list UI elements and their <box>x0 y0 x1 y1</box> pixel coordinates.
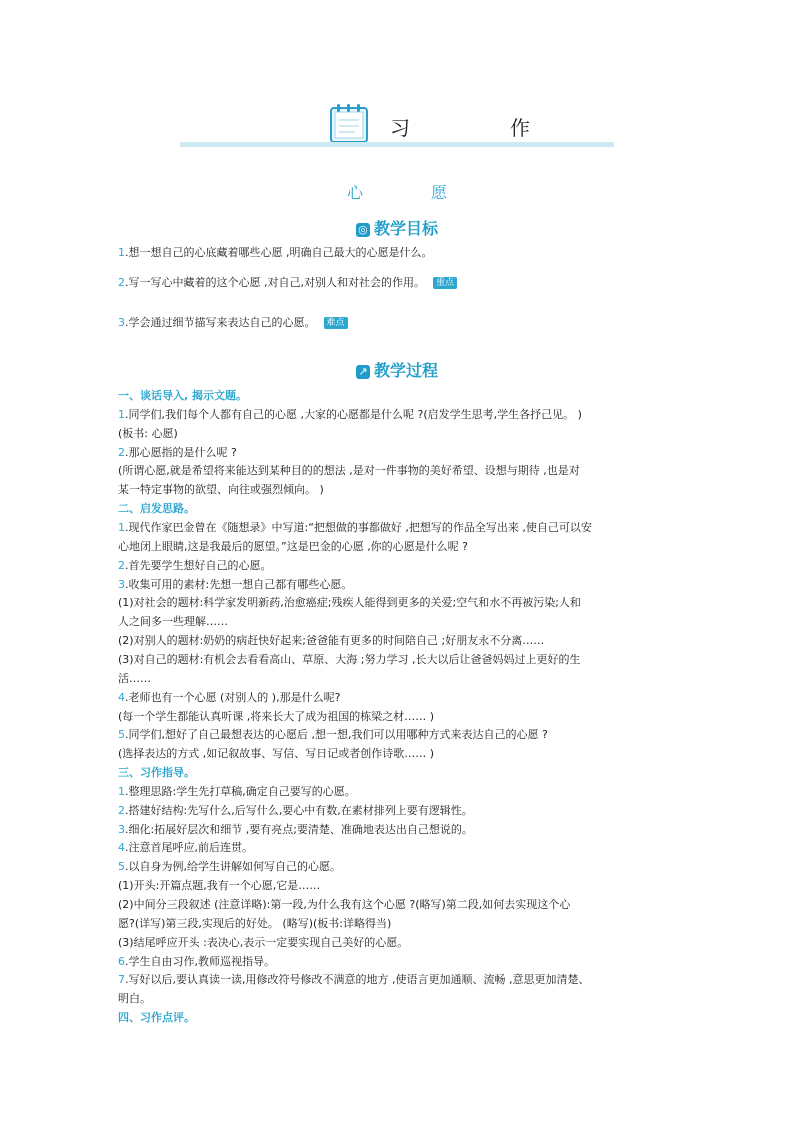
process-section-heading: 四、习作点评。 <box>118 1011 195 1025</box>
page-title: 习 作 <box>390 116 570 140</box>
notebook-icon <box>327 102 371 146</box>
process-numbered-item <box>118 691 340 705</box>
item-text: .以自身为例,给学生讲解如何写自己的心愿。 <box>125 860 341 874</box>
process-numbered-item <box>118 521 592 535</box>
process-heading-label: 教学过程 <box>373 361 438 380</box>
process-numbered-item <box>118 955 275 969</box>
process-numbered-item <box>118 785 356 799</box>
item-text: .现代作家巴金曾在《随想录》中写道:“把想做的事都做好 ,把想写的作品全写出来 ,使自己可以安 <box>125 521 592 534</box>
item-number: 1 <box>118 521 125 534</box>
item-number: 4 <box>118 841 125 855</box>
item-text: .注意首尾呼应,前后连贯。 <box>125 841 253 855</box>
process-text-line: (选择表达的方式 ,如记叙故事、写信、写日记或者创作诗歌…… ) <box>118 747 435 761</box>
goal-text: .想一想自己的心底藏着哪些心愿 ,明确自己最大的心愿是什么。 <box>125 246 433 259</box>
item-text: .整理思路:学生先打草稿,确定自己要写的心愿。 <box>125 784 356 798</box>
item-text: .写好以后,要认真读一读,用修改符号修改不满意的地方 ,使语言更加通顺、流畅 ,意思更加清楚、 <box>125 973 590 987</box>
process-section-heading: 二、启发思路。 <box>118 502 195 516</box>
item-text: .同学们,我们每个人都有自己的心愿 ,大家的心愿都是什么呢 ?(启发学生思考,学生各抒己见。 ) <box>125 407 582 421</box>
item-number: 1 <box>118 407 125 421</box>
goal-number: 2 <box>118 276 125 289</box>
item-text: .细化:拓展好层次和细节 ,要有亮点;要清楚、准确地表达出自己想说的。 <box>125 822 473 836</box>
goals-heading <box>0 216 794 239</box>
header-underline <box>180 142 614 147</box>
item-number: 5 <box>118 728 125 742</box>
item-number: 3 <box>118 822 125 836</box>
goal-text: .学会通过细节描写来表达自己的心愿。 <box>125 316 316 329</box>
process-text-line: 活…… <box>118 671 151 685</box>
item-text: .那心愿指的是什么呢 ? <box>125 445 237 459</box>
item-text: .老师也有一个心愿 (对别人的 ),那是什么呢? <box>125 690 341 704</box>
process-numbered-item <box>118 841 253 855</box>
goal-item <box>118 316 348 330</box>
target-icon: ◎ <box>356 223 370 237</box>
process-heading <box>0 358 794 381</box>
process-numbered-item <box>118 559 272 573</box>
process-section-heading: 一、谈话导入, 揭示文题。 <box>118 389 248 402</box>
item-number: 6 <box>118 954 125 968</box>
item-text: .首先要学生想好自己的心愿。 <box>125 558 272 572</box>
item-number: 7 <box>118 973 125 987</box>
lesson-title: 心 愿 <box>346 183 473 202</box>
process-text-line: 愿?(详写)第三段,实现后的好处。 (略写)(板书:详略得当) <box>118 916 392 930</box>
process-numbered-item <box>118 860 341 874</box>
process-numbered-item <box>118 578 352 592</box>
process-text-line: (每一个学生都能认真听课 ,将来长大了成为祖国的栋梁之材…… ) <box>118 709 435 723</box>
item-number: 4 <box>118 690 125 704</box>
process-numbered-item <box>118 728 548 742</box>
process-numbered-item <box>118 973 589 987</box>
process-text-line: (3)对自己的题材:有机会去看看高山、草原、大海 ;努力学习 ,长大以后让爸爸妈妈过上更好的生 <box>118 652 581 666</box>
item-text: .收集可用的素材:先想一想自己都有哪些心愿。 <box>125 577 353 591</box>
item-number: 3 <box>118 577 125 591</box>
process-text-line: (3)结尾呼应开头 :表决心,表示一定要实现自己美好的心愿。 <box>118 935 409 949</box>
process-text-line: (1)开头:开篇点题,我有一个心愿,它是…… <box>118 879 321 893</box>
process-numbered-item <box>118 804 473 818</box>
process-text-line: (1)对社会的题材:科学家发明新药,治愈癌症;残疾人能得到更多的关爱;空气和水不再被污染;人和 <box>118 596 581 610</box>
process-text-line: (2)对别人的题材:奶奶的病赶快好起来;爸爸能有更多的时间陪自己 ;好朋友永不分离…… <box>118 634 545 647</box>
process-text-line: (板书: 心愿) <box>118 426 178 440</box>
goal-text: .写一写心中藏着的这个心愿 ,对自己,对别人和对社会的作用。 <box>125 276 425 289</box>
item-text: .学生自由习作,教师巡视指导。 <box>125 954 275 968</box>
item-text: .同学们,想好了自己最想表达的心愿后 ,想一想,我们可以用哪种方式来表达自己的心愿 ? <box>125 728 548 742</box>
page-header <box>180 100 614 152</box>
process-text-line: (所谓心愿,就是希望将来能达到某种目的的想法 ,是对一件事物的美好希望、设想与期待 ,也是对 <box>118 464 580 478</box>
process-section-heading: 三、习作指导。 <box>118 766 195 779</box>
process-text-line: 某一特定事物的欲望、向往或强烈倾向。 ) <box>118 483 324 497</box>
goal-tag-badge: 难点 <box>324 317 348 329</box>
item-number: 2 <box>118 803 125 817</box>
process-numbered-item <box>118 823 473 837</box>
process-text-line: 明白。 <box>118 992 151 1006</box>
item-number: 2 <box>118 445 125 459</box>
goal-number: 1 <box>118 246 125 259</box>
process-numbered-item <box>118 446 237 460</box>
item-number: 5 <box>118 860 125 874</box>
process-numbered-item <box>118 408 582 422</box>
process-icon: ↗ <box>356 365 370 379</box>
process-text-line: 人之间多一些理解…… <box>118 615 228 629</box>
goals-heading-label: 教学目标 <box>373 219 438 238</box>
item-number: 2 <box>118 558 125 572</box>
process-text-line: (2)中间分三段叙述 (注意详略):第一段,为什么我有这个心愿 ?(略写)第二段,如何去实现这个心 <box>118 898 571 911</box>
goal-item <box>118 246 433 260</box>
item-text: .搭建好结构:先写什么,后写什么,要心中有数,在素材排列上要有逻辑性。 <box>125 803 473 817</box>
goal-tag-badge: 重点 <box>433 277 457 289</box>
process-text-line: 心地闭上眼睛,这是我最后的愿望。”这是巴金的心愿 ,你的心愿是什么呢 ? <box>118 539 469 553</box>
item-number: 1 <box>118 784 125 798</box>
goal-number: 3 <box>118 316 125 329</box>
goal-item <box>118 276 457 290</box>
